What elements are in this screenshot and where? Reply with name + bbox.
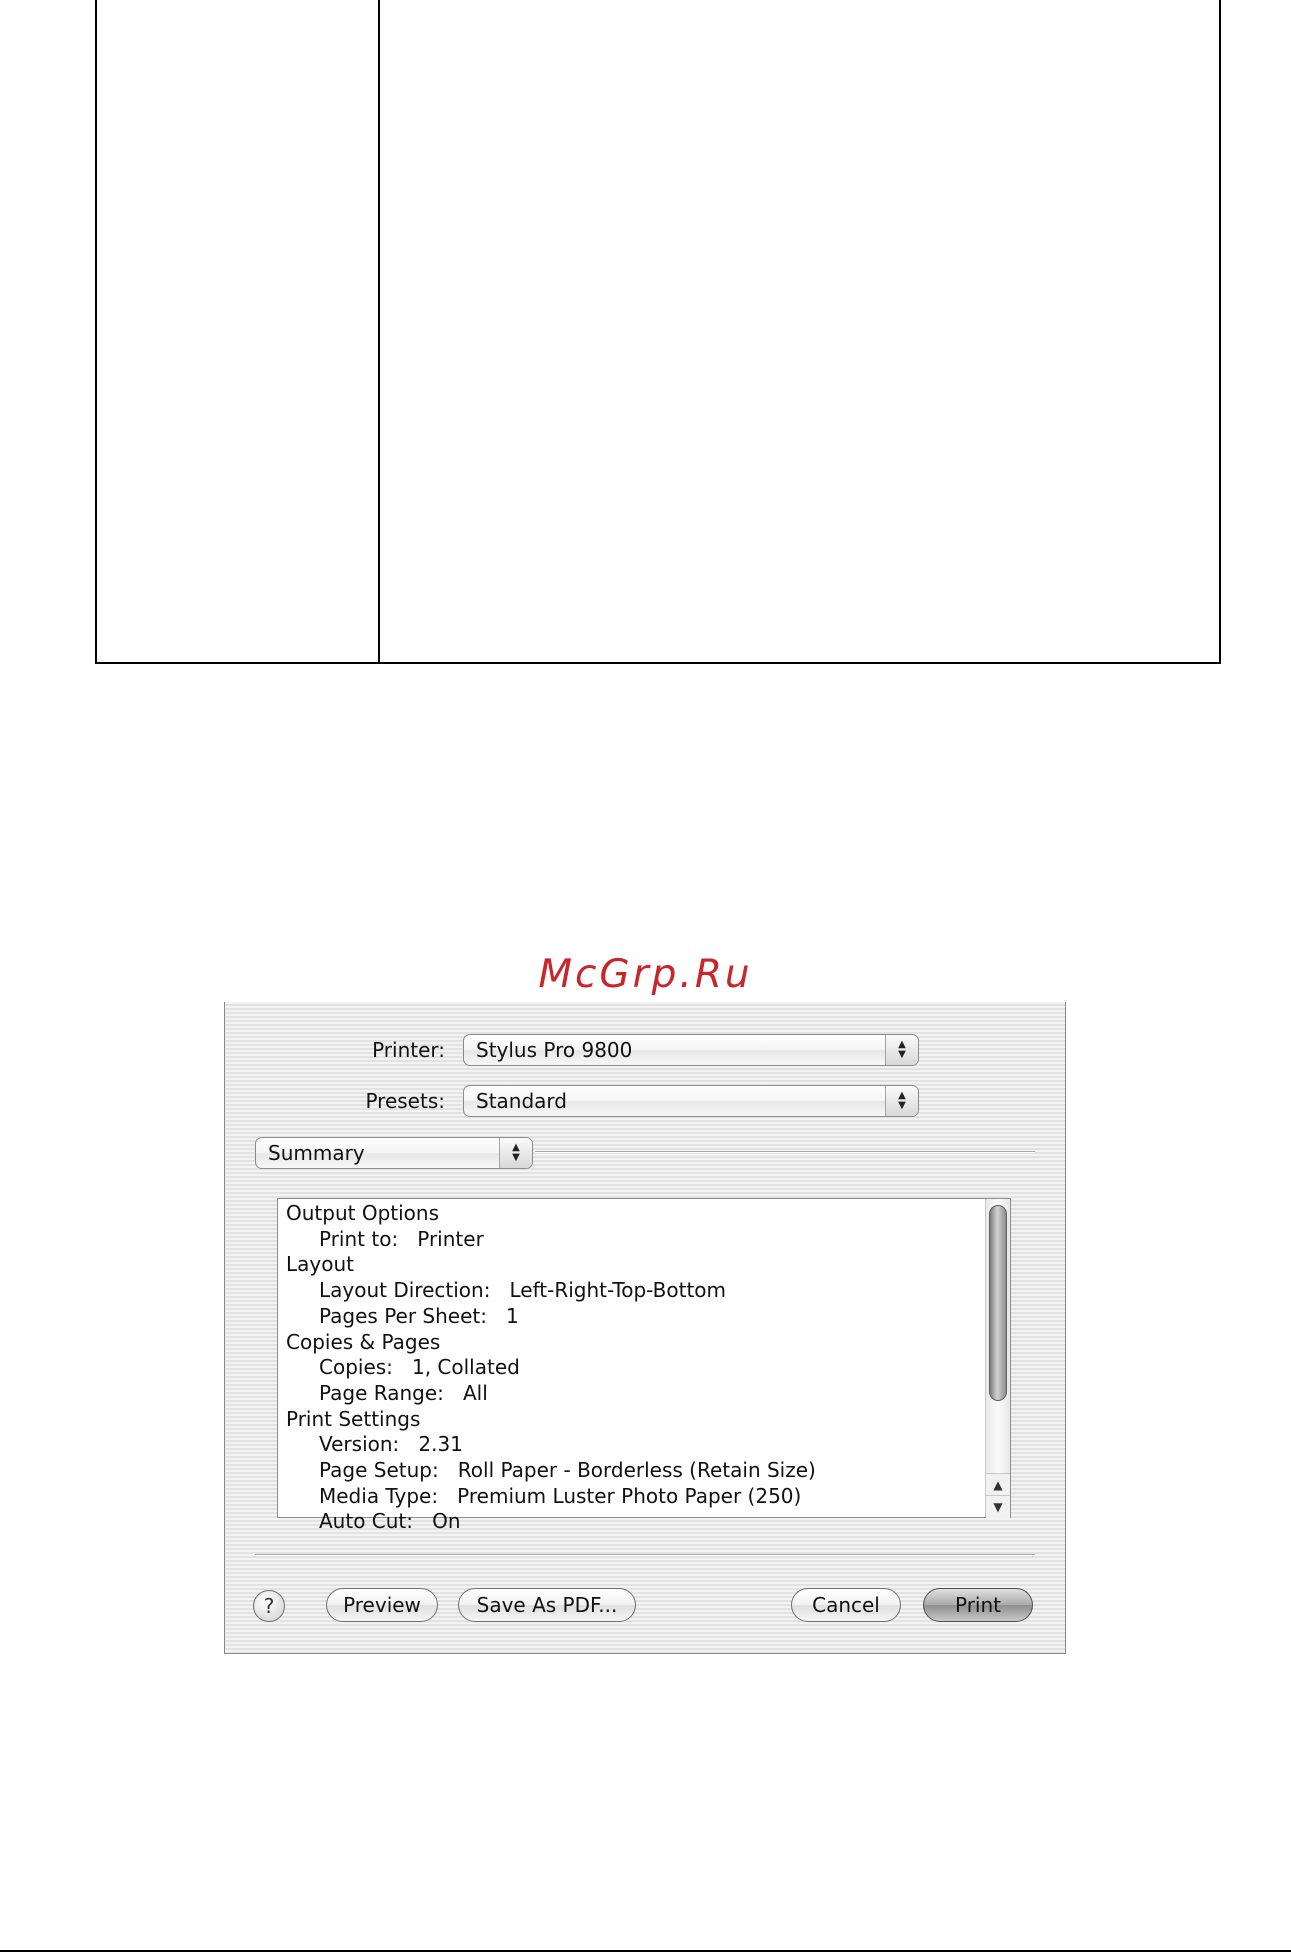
summary-line: Page Setup: Roll Paper - Borderless (Retain Size) — [319, 1458, 816, 1483]
summary-content — [286, 1201, 980, 1535]
popup-arrows-icon: ▲ ▼ — [885, 1086, 918, 1116]
presets-popup[interactable] — [463, 1085, 919, 1117]
printer-popup[interactable] — [463, 1034, 919, 1066]
summary-line: Print Settings — [286, 1406, 421, 1431]
popup-arrows-icon: ▲ ▼ — [499, 1138, 532, 1168]
help-button[interactable]: ? — [253, 1590, 285, 1622]
summary-line: Output Options — [286, 1201, 439, 1225]
panel-separator — [535, 1151, 1035, 1153]
presets-value: Standard — [476, 1089, 567, 1113]
summary-line: Copies & Pages — [286, 1329, 441, 1354]
summary-line: Print to: Printer — [319, 1226, 484, 1251]
summary-line: Auto Cut: On — [319, 1509, 461, 1534]
scroll-down-arrow-icon[interactable]: ▼ — [986, 1495, 1010, 1518]
panel-popup[interactable] — [255, 1137, 533, 1169]
footer-separator — [255, 1554, 1035, 1556]
popup-arrows-icon: ▲ ▼ — [885, 1035, 918, 1065]
printer-label: Printer: — [372, 1038, 445, 1062]
save-as-pdf-button[interactable]: Save As PDF... — [458, 1588, 636, 1622]
watermark: McGrp.Ru — [538, 952, 753, 997]
printer-value: Stylus Pro 9800 — [476, 1038, 633, 1062]
summary-line: Pages Per Sheet: 1 — [319, 1303, 519, 1328]
print-button[interactable]: Print — [923, 1588, 1033, 1622]
summary-line: Media Type: Premium Luster Photo Paper (250) — [319, 1483, 802, 1508]
summary-line: Copies: 1, Collated — [319, 1355, 520, 1380]
empty-table — [95, 0, 1221, 664]
summary-line: Page Range: All — [319, 1380, 488, 1405]
table-column-divider — [378, 0, 380, 662]
print-dialog — [224, 1002, 1066, 1654]
preview-button[interactable]: Preview — [326, 1588, 438, 1622]
summary-line: Layout — [286, 1252, 354, 1277]
cancel-button[interactable]: Cancel — [791, 1588, 901, 1622]
page-bottom-rule — [0, 1950, 1291, 1952]
scrollbar[interactable] — [985, 1199, 1010, 1517]
scroll-up-arrow-icon[interactable]: ▲ — [986, 1473, 1010, 1496]
summary-list[interactable] — [277, 1198, 1011, 1534]
scroll-thumb[interactable] — [989, 1205, 1007, 1401]
panel-value: Summary — [268, 1141, 365, 1165]
summary-line: Layout Direction: Left-Right-Top-Bottom — [319, 1278, 727, 1303]
presets-label: Presets: — [365, 1089, 445, 1113]
summary-line: Version: 2.31 — [319, 1432, 463, 1457]
